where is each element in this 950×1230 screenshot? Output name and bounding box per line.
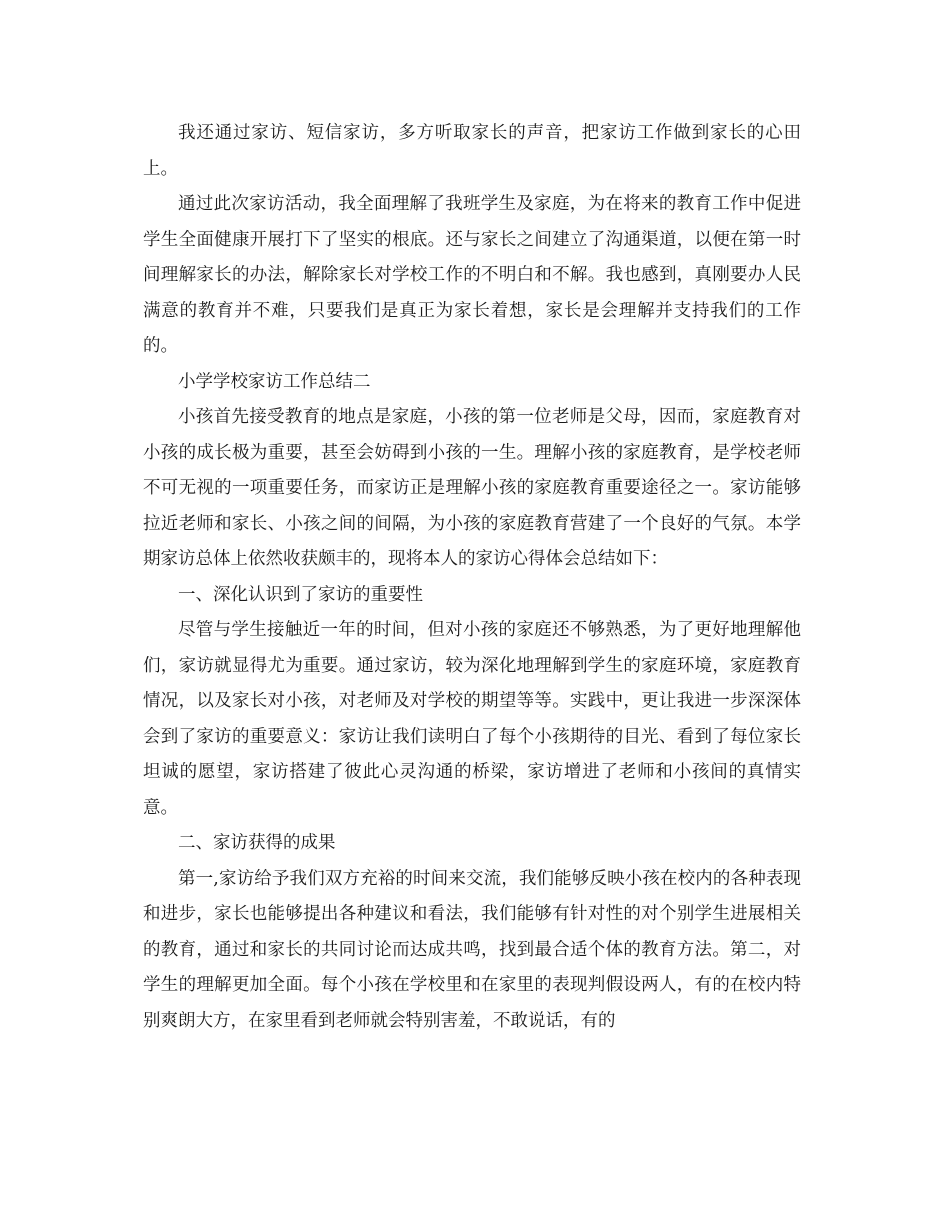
section-title-summary-two: 小学学校家访工作总结二 bbox=[178, 371, 371, 392]
paragraph-importance: 尽管与学生接触近一年的时间，但对小孩的家庭还不够熟悉，为了更好地理解他们，家访就显得尤为重要。通过家访，较为深化地理解到学生的家庭环境，家庭教育情况，以及家长对小孩，对老师及对学校的期望等等。实践中，更让我进一步深深体会到了家访的重要意义：家访让我们读明白了每个小孩期待的目光、看到了每位家长坦诚的愿望，家访搭建了彼此心灵沟通的桥梁，家访增进了老师和小孩间的真情实意。 bbox=[143, 620, 801, 818]
section-heading-importance: 一、深化认识到了家访的重要性 bbox=[178, 584, 423, 605]
paragraph-home-visit-sms: 我还通过家访、短信家访，多方听取家长的声音，把家访工作做到家长的心田上。 bbox=[143, 123, 801, 179]
section-heading-achievements: 二、家访获得的成果 bbox=[178, 833, 336, 853]
paragraph-family-education: 小孩首先接受教育的地点是家庭，小孩的第一位老师是父母，因而，家庭教育对小孩的成长极为重要，甚至会妨碍到小孩的一生。理解小孩的家庭教育，是学校老师不可无视的一项重要任务，而家访正是理解小孩的家庭教育重要途径之一。家访能够拉近老师和家长、小孩之间的间隔，为小孩的家庭教育营建了一个良好的气氛。本学期家访总体上依然收获颇丰的，现将本人的家访心得体会总结如下： bbox=[143, 407, 801, 569]
paragraph-visit-results: 通过此次家访活动，我全面理解了我班学生及家庭，为在将来的教育工作中促进学生全面健康开展打下了坚实的根底。还与家长之间建立了沟通渠道，以便在第一时间理解家长的办法，解除家长对学校工作的不明白和不解。我也感到，真刚要办人民满意的教育并不难，只要我们是真正为家长着想，家长是会理解并支持我们的工作的。 bbox=[143, 194, 801, 356]
document-body bbox=[143, 116, 801, 1039]
paragraph-achievements: 第一,家访给予我们双方充裕的时间来交流，我们能够反映小孩在校内的各种表现和进步，家长也能够提出各种建议和看法，我们能够有针对性的对个别学生进展相关的教育，通过和家长的共同讨论而达成共鸣，找到最合适个体的教育方法。第二，对学生的理解更加全面。每个小孩在学校里和在家里的表现判假设两人，有的在校内特别爽朗大方，在家里看到老师就会特别害羞，不敢说话，有的 bbox=[143, 868, 801, 1031]
